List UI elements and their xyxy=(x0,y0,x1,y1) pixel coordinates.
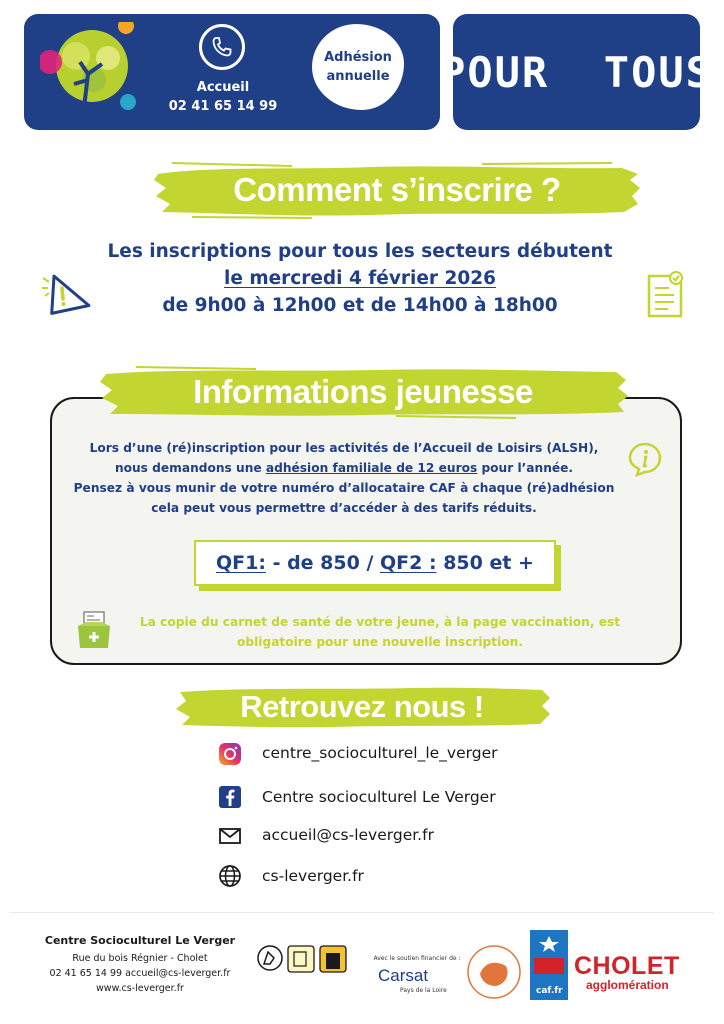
phone-icon xyxy=(199,24,245,70)
email-link[interactable]: accueil@cs-leverger.fr xyxy=(262,826,434,844)
recycling-logos xyxy=(256,942,352,976)
mail-icon xyxy=(218,824,242,848)
section-title-findus: Retrouvez nous ! xyxy=(240,689,484,724)
youth-fee: adhésion familiale de 12 euros xyxy=(265,461,478,475)
website-link[interactable]: cs-leverger.fr xyxy=(262,867,364,885)
section-banner-register xyxy=(152,160,642,220)
footer-website[interactable]: www.cs-leverger.fr xyxy=(96,983,184,994)
qf2-value: 850 et + xyxy=(436,552,534,574)
adhesion-badge xyxy=(312,24,404,110)
youth-line3: Pensez à vous munir de votre numéro d’allocataire CAF à chaque (ré)adhésion xyxy=(73,481,615,495)
youth-line2-c: pour l’année. xyxy=(477,461,574,475)
qf1-label: QF1: xyxy=(216,552,266,574)
verger-logo xyxy=(40,22,136,118)
footer-address: Rue du bois Régnier - Cholet xyxy=(72,953,208,964)
quotient-familial-box xyxy=(194,540,556,586)
support-label: Avec le soutien financier de : xyxy=(373,955,461,962)
registration-info xyxy=(40,238,680,319)
youth-line2-a: nous demandons une xyxy=(114,461,266,475)
facebook-page[interactable]: Centre socioculturel Le Verger xyxy=(262,788,496,806)
carsat-logo: Carsat xyxy=(378,966,429,985)
caf-label: caf.fr xyxy=(536,986,563,996)
accueil-label: Accueil xyxy=(196,80,250,95)
audience-banner xyxy=(440,14,713,130)
footer-org-name: Centre Socioculturel Le Verger xyxy=(44,934,236,947)
health-record-note xyxy=(130,612,630,652)
section-banner-youth xyxy=(96,364,630,420)
youth-line1: Lors d’une (ré)inscription pour les activités de l’Accueil de Loisirs (ALSH), xyxy=(89,441,599,455)
health-line1: La copie du carnet de santé de votre jeune, à la page vaccination, est xyxy=(139,615,621,629)
cholet-logo: CHOLET xyxy=(574,952,680,980)
info-icon xyxy=(627,441,663,477)
adhesion-line2: annuelle xyxy=(326,69,390,84)
accueil-contact xyxy=(160,78,286,116)
footer-divider xyxy=(10,912,714,913)
registration-hours: de 9h00 à 12h00 et de 14h00 à 18h00 xyxy=(162,295,558,316)
cholet-agglo: agglomération xyxy=(586,978,669,992)
departement-logo xyxy=(466,944,522,1000)
health-line2: obligatoire pour une nouvelle inscription. xyxy=(237,635,523,649)
accueil-phone: 02 41 65 14 99 xyxy=(168,99,278,114)
footer-contact: 02 41 65 14 99 accueil@cs-leverger.fr xyxy=(49,968,231,979)
section-title-youth: Informations jeunesse xyxy=(193,373,533,410)
instagram-handle[interactable]: centre_socioculturel_le_verger xyxy=(262,744,498,762)
carsat-region: Pays de la Loire xyxy=(400,987,447,994)
qf2-label: QF2 : xyxy=(380,552,437,574)
section-title-register: Comment s’inscrire ? xyxy=(233,171,561,208)
section-banner-findus xyxy=(172,682,552,732)
youth-info-text xyxy=(64,438,624,518)
instagram-icon xyxy=(218,742,242,766)
health-record-icon xyxy=(76,610,112,650)
globe-icon xyxy=(218,864,242,888)
adhesion-line1: Adhésion xyxy=(324,50,392,65)
qf1-value: - de 850 / xyxy=(265,552,380,574)
registration-line1: Les inscriptions pour tous les secteurs débutent xyxy=(107,241,613,262)
facebook-icon xyxy=(218,785,242,809)
youth-line2 xyxy=(64,458,624,478)
registration-date: le mercredi 4 février 2026 xyxy=(224,268,496,289)
youth-line4: cela peut vous permettre d’accéder à des tarifs réduits. xyxy=(151,501,537,515)
audience-label: POUR TOUS xyxy=(440,47,713,97)
